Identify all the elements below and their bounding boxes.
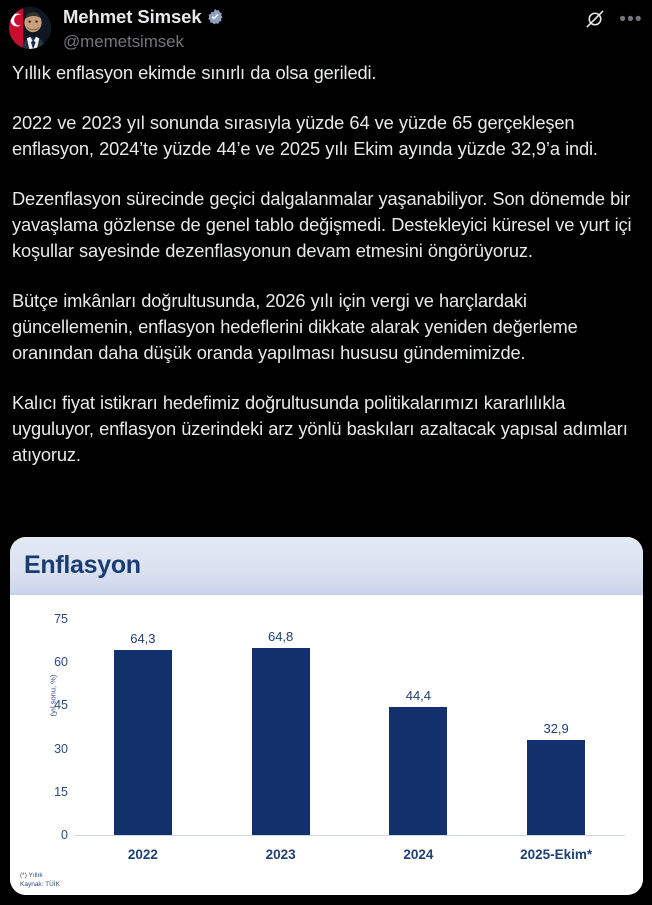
footnote-line-1: (*) Yıllık: [20, 872, 43, 879]
bar-group: [487, 595, 625, 895]
chart-plot-area: [10, 595, 643, 895]
bar-value-2023: 64,8: [267, 629, 294, 645]
tweet-header: [0, 0, 652, 56]
more-options-icon[interactable]: •••: [619, 8, 643, 30]
tweet-paragraph-4: Bütçe imkânları doğrultusunda, 2026 yılı için vergi ve harçlardaki güncellemenin, enflasyon hedeflerini dikkate alarak yeniden değerleme oranından daha düşük oranda yapılması hususu gündemimizde.: [12, 290, 578, 363]
chart-header: [10, 537, 643, 595]
verified-badge-icon: [206, 8, 224, 26]
grok-icon[interactable]: [584, 8, 606, 30]
y-tick-45: 45: [54, 698, 68, 713]
footnote-line-2: Kaynak: TÜİK: [20, 880, 60, 888]
tweet-paragraph-3: Dezenflasyon sürecinde geçici dalgalanmalar yaşanabiliyor. Son dönemde bir yavaşlama gözlense de genel tablo değişmedi. Destekleyici küresel ve yurt içi koşullar sayesinde dezenflasyonun devam etmesini öngörüyoruz.: [12, 188, 632, 261]
y-tick-15: 15: [54, 784, 68, 799]
bar-value-2022: 64,3: [130, 630, 156, 646]
chart-title: Enflasyon: [24, 551, 141, 579]
bar-group: [212, 595, 350, 895]
bar-group: [350, 595, 488, 895]
display-name[interactable]: Mehmet Simsek: [63, 6, 202, 27]
tweet-paragraph-2: 2022 ve 2023 yıl sonunda sırasıyla yüzde 64 ve yüzde 65 gerçekleşen enflasyon, 2024’te yüzde 44’e ve 2025 yılı Ekim ayında yüzde 32,9’a indi.: [12, 112, 598, 159]
author-name-block: [63, 7, 224, 52]
tweet-paragraph-5: Kalıcı fiyat istikrarı hedefimiz doğrultusunda politikalarımızı kararlılıkla uyguluyor, enflasyon üzerindeki arz yönlü baskıları azaltacak yapısal adımları atıyoruz.: [12, 392, 628, 465]
x-tick-2025-Ekim*: 2025-Ekim*: [520, 847, 593, 862]
bar-value-2024: 44,4: [405, 688, 432, 704]
x-tick-2023: 2023: [265, 847, 296, 862]
chart-footnote: [20, 872, 60, 889]
bar-2024: [389, 707, 447, 835]
bar-value-2025-Ekim*: 32,9: [543, 721, 569, 737]
avatar[interactable]: [9, 7, 51, 49]
tweet-paragraph-1: Yıllık enflasyon ekimde sınırlı da olsa geriledi.: [12, 62, 377, 83]
inflation-chart-card[interactable]: [10, 537, 643, 895]
y-tick-75: 75: [54, 612, 68, 626]
display-name-row[interactable]: [63, 8, 224, 27]
x-tick-2024: 2024: [403, 847, 434, 862]
bar-2025-Ekim*: [527, 740, 585, 835]
y-tick-0: 0: [61, 828, 68, 842]
bar-2022: [114, 650, 172, 835]
y-axis-label: (yıl sonu, %): [48, 674, 58, 717]
header-actions: [584, 8, 642, 30]
author-handle[interactable]: @memetsimsek: [63, 31, 184, 51]
x-tick-2022: 2022: [127, 847, 158, 862]
y-tick-60: 60: [54, 655, 68, 670]
tweet-text-body: [0, 60, 652, 468]
bar-group: [74, 595, 212, 895]
y-tick-30: 30: [54, 741, 68, 756]
bar-2023: [252, 648, 310, 835]
bar-series: [74, 595, 625, 895]
